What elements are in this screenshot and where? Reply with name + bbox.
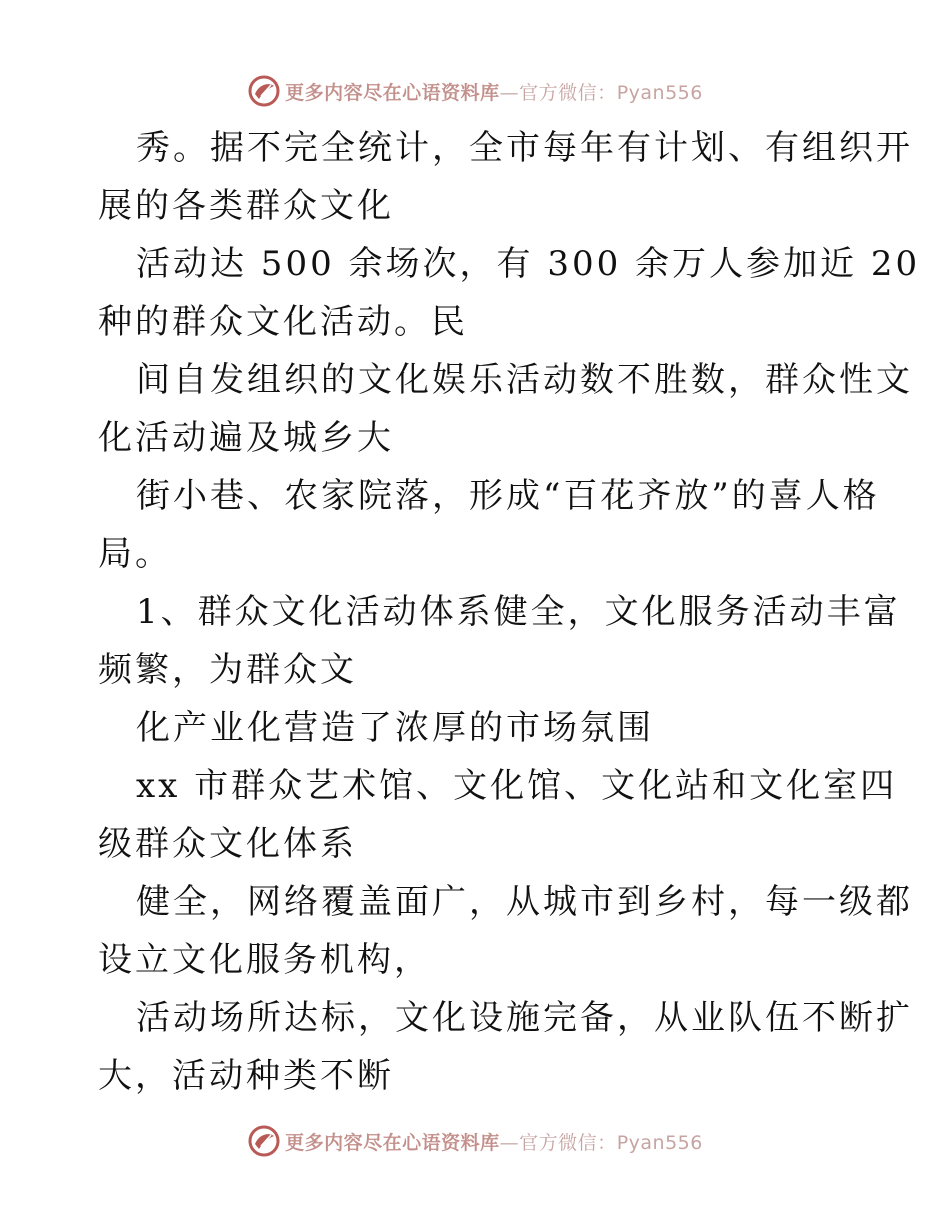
body-line-5: 间自发组织的文化娱乐活动数不胜数，群众性文 <box>136 360 913 400</box>
body-line-7: 街小巷、农家院落，形成“百花齐放”的喜人格 <box>136 476 880 516</box>
body-line-8: 局。 <box>98 534 172 574</box>
footer-banner-dash: — <box>499 1131 520 1154</box>
body-line-14: 健全，网络覆盖面广，从城市到乡村，每一级都 <box>136 882 913 922</box>
body-line-12: xx 市群众艺术馆、文化馆、文化站和文化室四 <box>136 766 898 806</box>
body-line-6: 化活动遍及城乡大 <box>98 418 394 458</box>
footer-banner-part1: 更多内容尽在心语资料库 <box>285 1131 500 1154</box>
body-line-1: 秀。据不完全统计，全市每年有计划、有组织开 <box>136 128 913 168</box>
header-banner-wechat: Pyan556 <box>616 81 703 104</box>
body-line-10: 频繁，为群众文 <box>98 650 357 690</box>
seal-logo-icon <box>247 1124 281 1158</box>
footer-banner-text <box>285 1128 703 1155</box>
body-line-16: 活动场所达标，文化设施完备，从业队伍不断扩 <box>136 998 913 1038</box>
body-line-3: 活动达 500 余场次，有 300 余万人参加近 20 <box>136 244 921 284</box>
body-line-4: 种的群众文化活动。民 <box>98 302 468 342</box>
header-banner-text <box>285 78 703 105</box>
footer-banner-wechat: Pyan556 <box>616 1131 703 1154</box>
footer-banner-part2: 官方微信： <box>519 1131 617 1154</box>
body-line-9: 1、群众文化活动体系健全，文化服务活动丰富 <box>136 592 901 632</box>
seal-logo-icon <box>247 74 281 108</box>
footer-banner <box>0 1121 950 1161</box>
header-banner-part2: 官方微信： <box>519 81 617 104</box>
body-line-17: 大，活动种类不断 <box>98 1056 394 1096</box>
header-banner-dash: — <box>499 81 520 104</box>
body-line-11: 化产业化营造了浓厚的市场氛围 <box>136 708 654 748</box>
document-body <box>98 118 921 1104</box>
header-banner <box>0 71 950 111</box>
body-line-13: 级群众文化体系 <box>98 824 357 864</box>
body-line-2: 展的各类群众文化 <box>98 186 394 226</box>
body-line-15: 设立文化服务机构， <box>98 940 431 980</box>
header-banner-part1: 更多内容尽在心语资料库 <box>285 81 500 104</box>
